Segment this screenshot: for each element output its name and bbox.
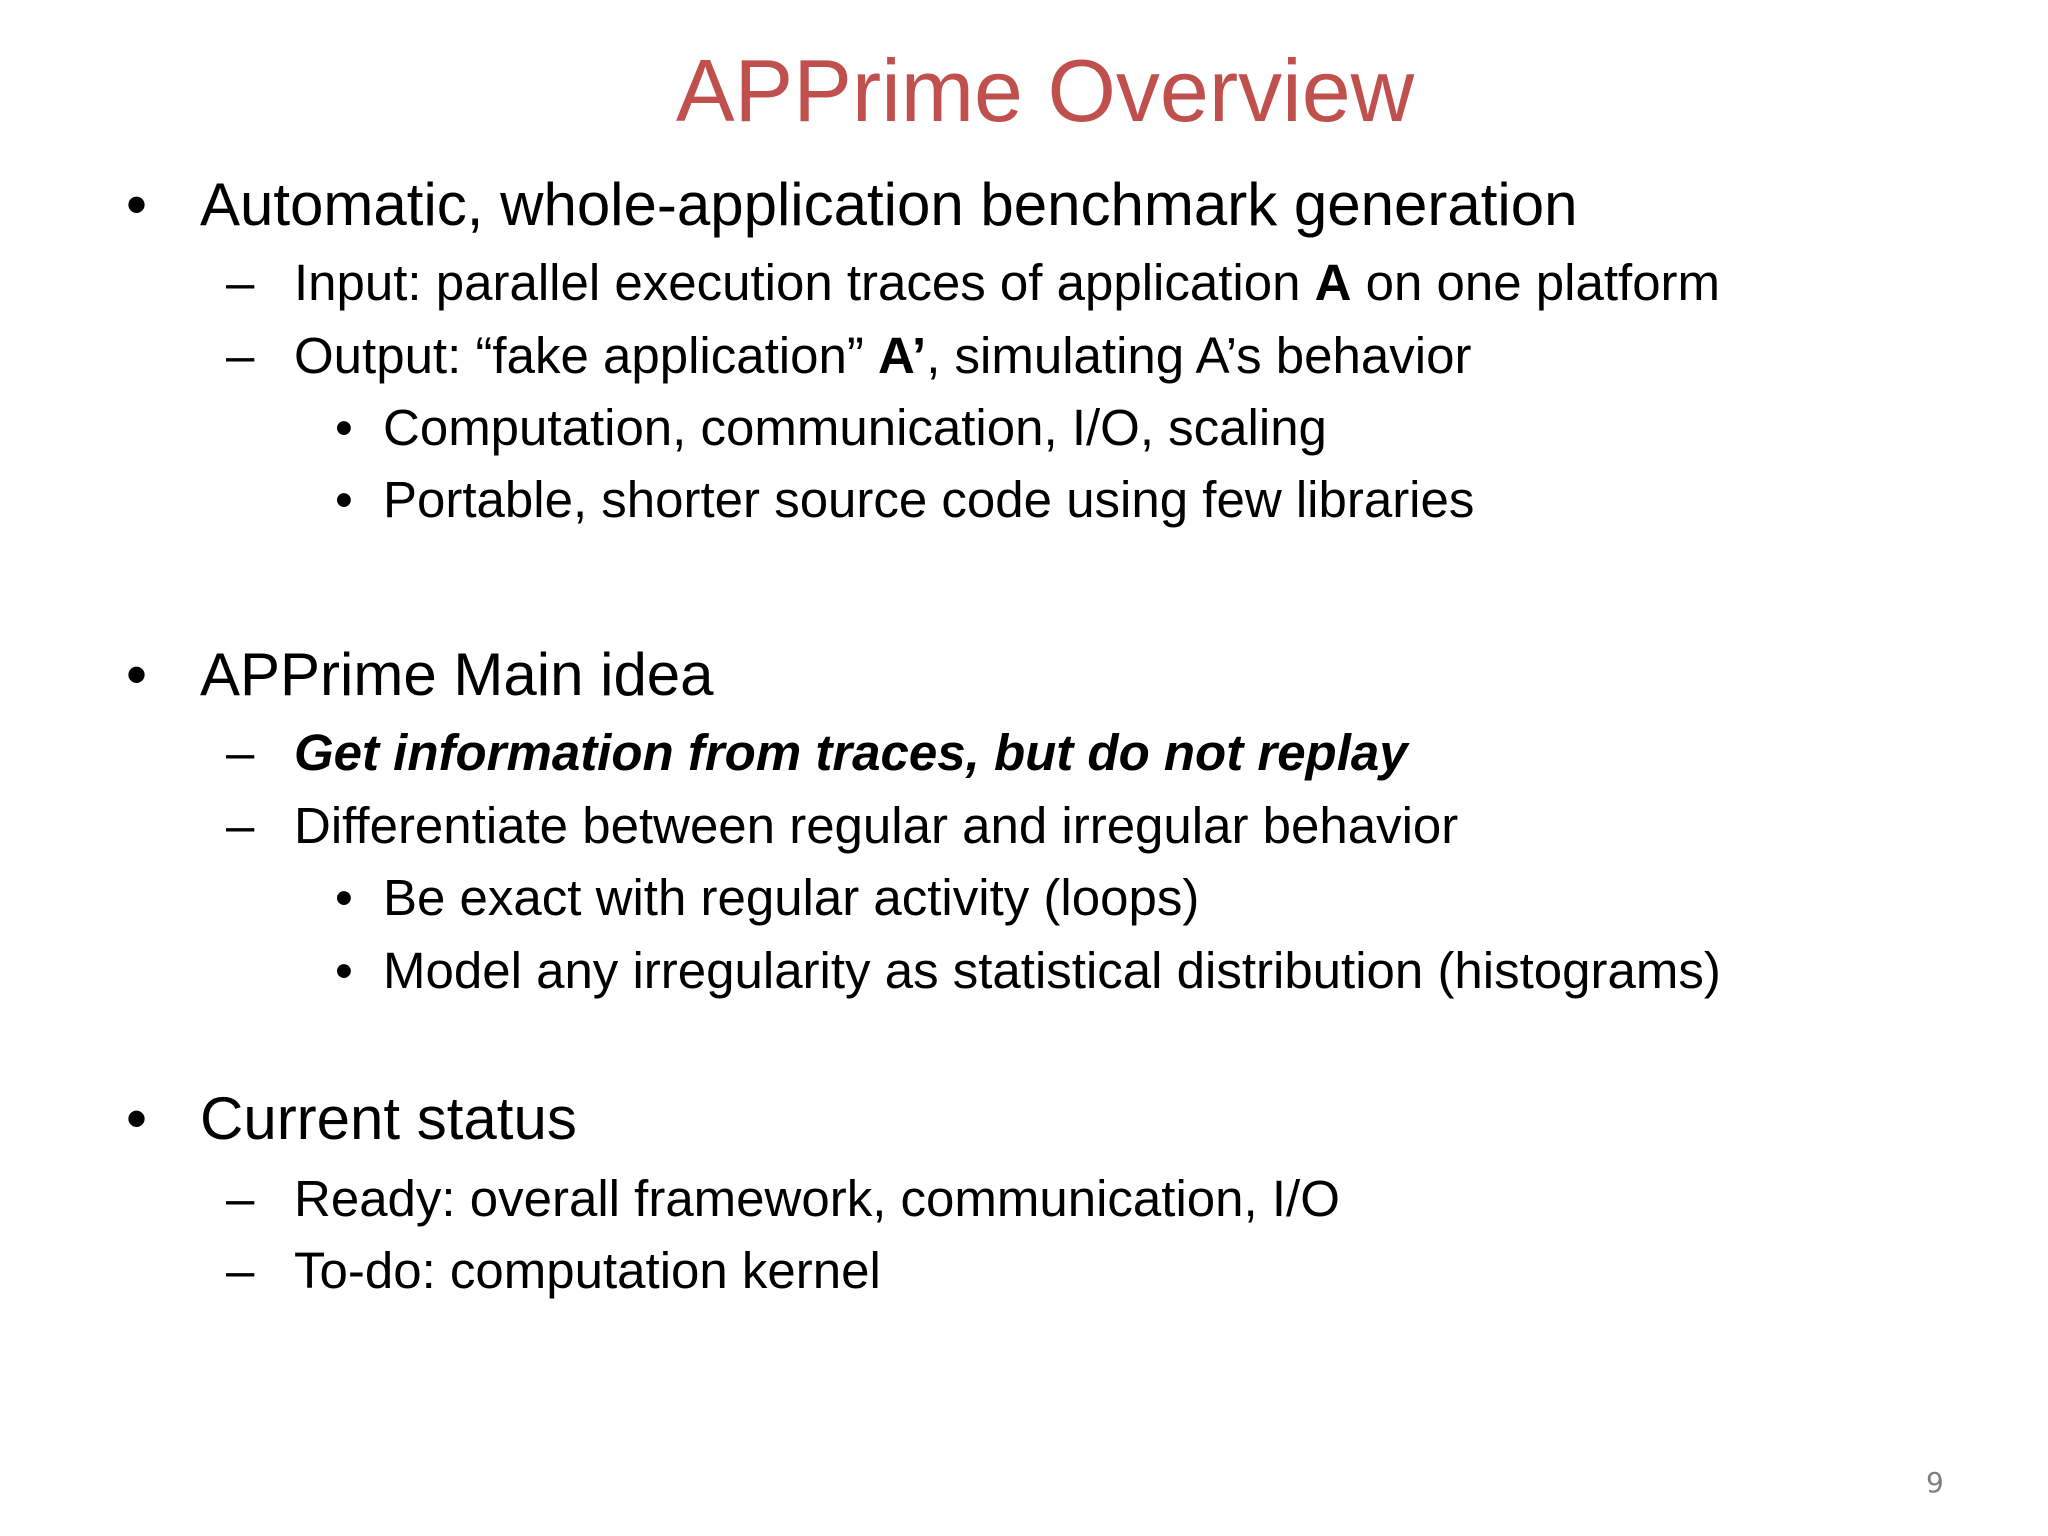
dash-marker: – [226, 254, 255, 311]
dash-marker: – [226, 1242, 255, 1299]
dash-marker: – [226, 1170, 255, 1227]
bullet-marker: • [335, 471, 353, 528]
dash-marker: – [226, 724, 255, 781]
bullet-marker: • [335, 942, 353, 999]
bold-term: A [1314, 254, 1352, 311]
subbullet-text: Differentiate between regular and irregular behavior [294, 797, 1459, 854]
sub-subbullet-text: Portable, shorter source code using few libraries [383, 471, 1475, 528]
subbullet-text: To-do: computation kernel [294, 1242, 881, 1299]
dash-marker: – [226, 327, 255, 384]
text-segment: Input: parallel execution traces of application [294, 254, 1315, 311]
bullet-marker: • [126, 641, 148, 708]
bullet-marker: • [335, 869, 353, 926]
subbullet-text: Get information from traces, but do not replay [294, 724, 1408, 781]
bullet-text: APPrime Main idea [200, 641, 714, 708]
bullet-marker: • [126, 171, 148, 238]
subbullet-text: Ready: overall framework, communication, I/O [294, 1170, 1340, 1227]
subbullet-text [294, 325, 1471, 387]
text-segment: , simulating A’s behavior [926, 327, 1472, 384]
bold-term: A’ [878, 327, 927, 384]
subbullet-text [294, 252, 1720, 314]
dash-marker: – [226, 797, 255, 854]
sub-subbullet-text: Be exact with regular activity (loops) [383, 869, 1200, 926]
text-segment: on one platform [1351, 254, 1721, 311]
bullet-marker: • [126, 1085, 148, 1152]
text-segment: Output: “fake application” [294, 327, 878, 384]
slide-title: APPrime Overview [675, 41, 1415, 140]
sub-subbullet-text: Computation, communication, I/O, scaling [383, 399, 1327, 456]
bullet-text: Automatic, whole-application benchmark generation [200, 171, 1578, 238]
page-number: 9 [1926, 1466, 1944, 1499]
sub-subbullet-text: Model any irregularity as statistical distribution (histograms) [383, 942, 1721, 999]
bullet-text: Current status [200, 1085, 577, 1152]
bullet-marker: • [335, 399, 353, 456]
